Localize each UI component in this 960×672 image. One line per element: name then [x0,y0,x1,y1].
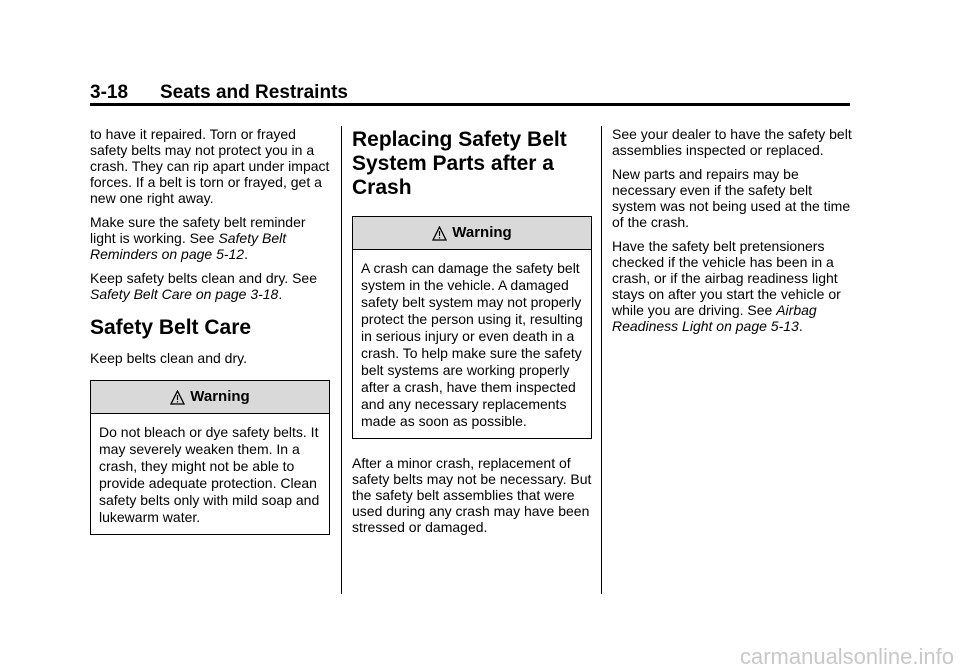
watermark: carmanualsonline.info [739,644,954,669]
paragraph-text: . [798,318,803,334]
cross-reference-link[interactable]: Airbag Readiness Light on page 5-13 [612,302,817,334]
warning-body [91,414,329,534]
paragraph-text: . [244,246,248,262]
warning-title: Warning [452,224,512,241]
warning-header [353,217,591,250]
paragraph: New parts and repairs may be necessary even if the safety belt system was not being used at the time of the crash. [612,166,851,230]
cross-reference-link[interactable]: Safety Belt Reminders on page 5-12 [90,230,287,262]
paragraph [612,238,852,334]
caution-triangle-icon [432,226,447,241]
page-number: 3-18 [90,82,129,103]
section-heading: Safety Belt Care [90,316,252,339]
warning-title: Warning [190,388,250,405]
paragraph [90,270,330,302]
warning-text: A crash can damage the safety belt system in the vehicle. A damaged safety belt system may not properly protect the person using it, resulting in serious injury or even death in a crash. To help make sure the safety belt systems are working properly after a crash, have them inspected and any necessary replacements made as soon as possible. [361,260,583,429]
column-2 [352,126,592,543]
header-rule [90,103,850,106]
column-divider-2 [601,126,602,594]
warning-box [352,216,592,439]
column-divider-1 [341,126,342,594]
warning-header [91,381,329,414]
paragraph: to have it repaired. Torn or frayed safety belts may not protect you in a crash. They can rip apart under impact forces. If a belt is torn or frayed, get a new one right away. [90,126,330,206]
paragraph [90,214,330,262]
column-3 [612,126,852,342]
paragraph-text: . [278,286,283,302]
paragraph-text: Keep safety belts clean and dry. See [90,270,317,286]
warning-text: Do not bleach or dye safety belts. It may severely weaken them. In a crash, they might not be able to provide adequate protection. Clean safety belts only with mild soap and lukewarm water. [99,424,320,525]
paragraph: See your dealer to have the safety belt assemblies inspected or replaced. [612,126,852,158]
page-header [90,82,850,104]
section-title: Seats and Restraints [160,82,348,103]
paragraph-text: Have the safety belt pretensioners checked if the vehicle has been in a crash, or if the airbag readiness light stays on after you start the vehicle or while you are driving. See [612,238,841,318]
paragraph-text: Make sure the safety belt reminder light is working. See [90,214,306,246]
paragraph: Keep belts clean and dry. [90,350,247,366]
column-1 [90,126,330,549]
warning-box [90,380,330,535]
cross-reference-link[interactable]: Safety Belt Care on page 3-18 [90,286,279,302]
warning-body [353,250,591,438]
section-heading: Replacing Safety Belt System Parts after a Crash [352,128,567,199]
caution-triangle-icon [170,390,185,405]
paragraph: After a minor crash, replacement of safety belts may not be necessary. But the safety belt assemblies that were used during any crash may have been stressed or damaged. [352,455,592,535]
